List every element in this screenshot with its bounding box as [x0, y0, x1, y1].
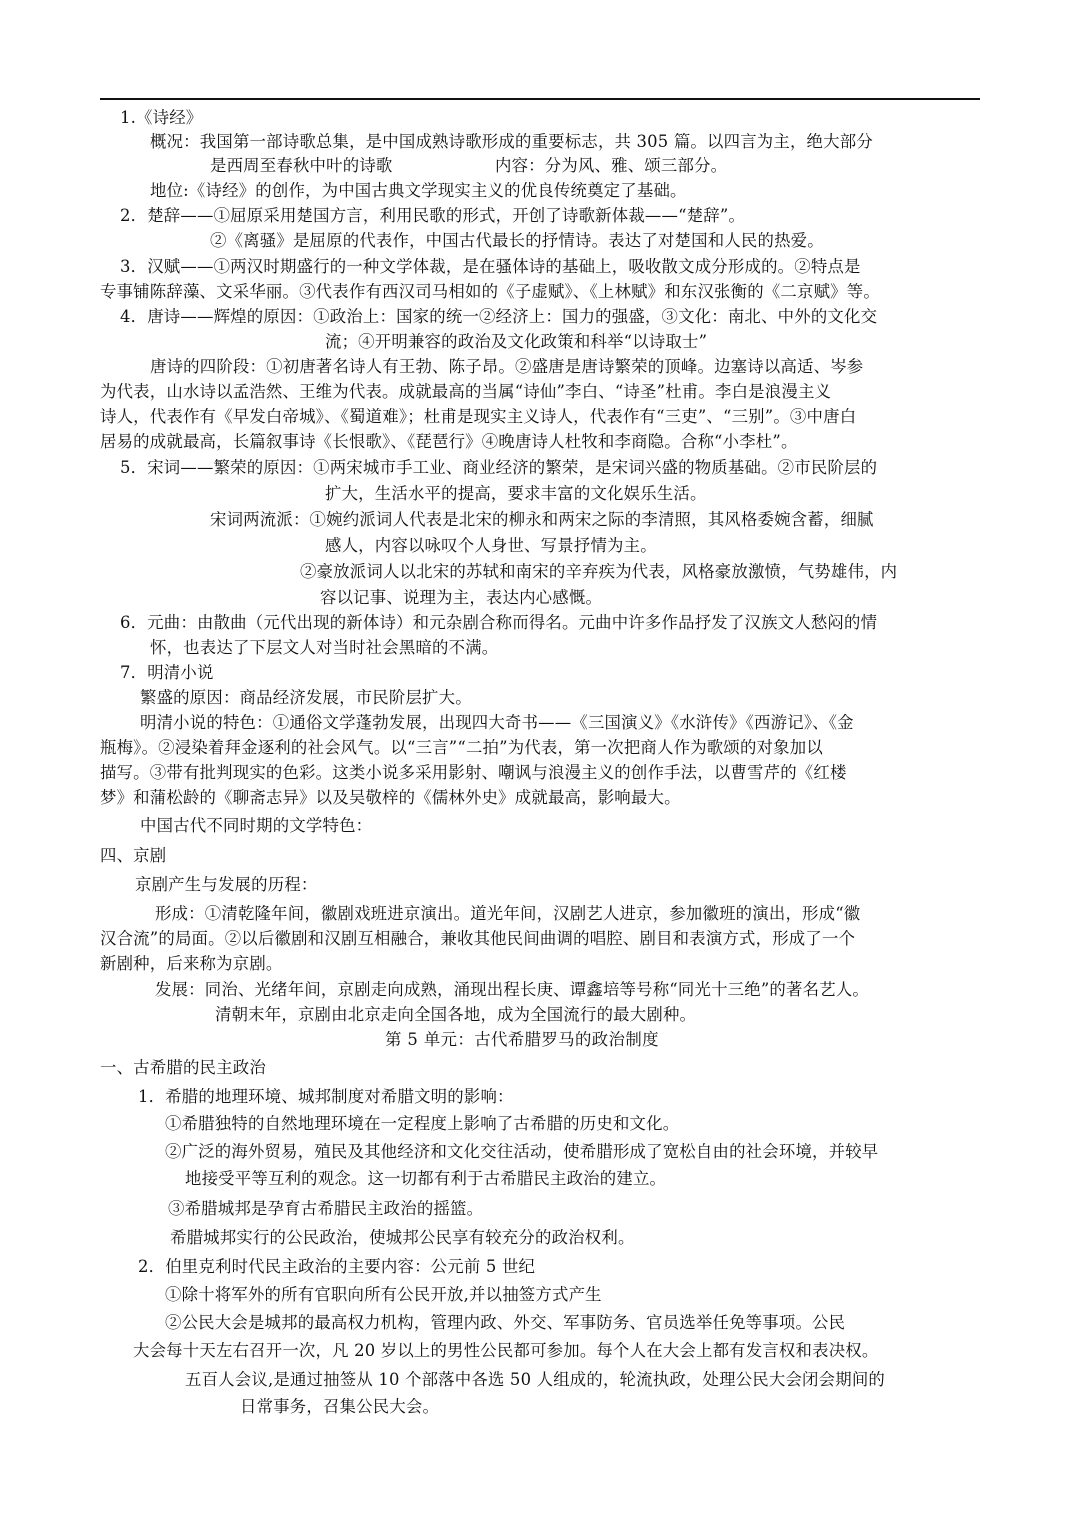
text-line: ①除十将军外的所有官职向所有公民开放,并以抽签方式产生	[165, 1285, 602, 1304]
text-line: 地接受平等互利的观念。这一切都有利于古希腊民主政治的建立。	[185, 1169, 667, 1188]
section-heading: 2．伯里克利时代民主政治的主要内容：公元前 5 世纪	[138, 1257, 536, 1276]
text-line: 居易的成就最高，长篇叙事诗《长恨歌》、《琵琶行》④晚唐诗人杜牧和李商隐。合称“小李杜”。	[100, 432, 798, 451]
text-line: 宋词两流派：①婉约派词人代表是北宋的柳永和两宋之际的李清照，其风格委婉含蓄，细腻	[210, 510, 874, 529]
text-line: 流；④开明兼容的政治及文化政策和科举“以诗取士”	[325, 332, 708, 351]
text-line: 诗人，代表作有《早发白帝城》、《蜀道难》；杜甫是现实主义诗人，代表作有“三吏”、“三别”。③中唐白	[100, 407, 857, 426]
text-line: 描写。③带有批判现实的色彩。这类小说多采用影射、嘲讽与浪漫主义的创作手法，以曹雪芹的《红楼	[100, 763, 847, 782]
text-line: ②《离骚》是屈原的代表作，中国古代最长的抒情诗。表达了对楚国和人民的热爱。	[210, 231, 824, 250]
text-line: 形成：①清乾隆年间，徽剧戏班进京演出。道光年间，汉剧艺人进京，参加徽班的演出，形成“徽	[155, 904, 861, 923]
text-line: 扩大，生活水平的提高，要求丰富的文化娱乐生活。	[325, 484, 707, 503]
text-line: 专事铺陈辞藻、文采华丽。③代表作有西汉司马相如的《子虚赋》、《上林赋》和东汉张衡的《二京赋》等。	[100, 282, 880, 301]
section-heading: 1．希腊的地理环境、城邦制度对希腊文明的影响：	[138, 1087, 514, 1106]
text-line: 唐诗的四阶段：①初唐著名诗人有王勃、陈子昂。②盛唐是唐诗繁荣的顶峰。边塞诗以高适、岑参	[150, 357, 864, 376]
text-line: 日常事务，召集公民大会。	[240, 1397, 440, 1416]
header-rule	[100, 98, 980, 100]
text-line: 汉合流”的局面。②以后徽剧和汉剧互相融合，兼收其他民间曲调的唱腔、剧目和表演方式，形成了一个	[100, 929, 856, 948]
text-line: 为代表，山水诗以孟浩然、王维为代表。成就最高的当属“诗仙”李白、“诗圣”杜甫。李白是浪漫主义	[100, 382, 832, 401]
text-line: 容以记事、说理为主，表达内心感慨。	[320, 588, 603, 607]
section-heading: 2．楚辞——①屈原采用楚国方言，利用民歌的形式，开创了诗歌新体裁——“楚辞”。	[120, 206, 746, 225]
text-line: 瓶梅》。②浸染着拜金逐利的社会风气。以“三言”“二拍”为代表，第一次把商人作为歌颂的对象加以	[100, 738, 823, 757]
text-line: 感人，内容以咏叹个人身世、写景抒情为主。	[325, 536, 657, 555]
text-line: ②广泛的海外贸易，殖民及其他经济和文化交往活动，使希腊形成了宽松自由的社会环境，并较早	[165, 1142, 879, 1161]
text-line: ①希腊独特的自然地理环境在一定程度上影响了古希腊的历史和文化。	[165, 1114, 680, 1133]
text-line: 梦》和蒲松龄的《聊斋志异》以及吴敬梓的《儒林外史》成就最高，影响最大。	[100, 788, 681, 807]
section-heading: 6．元曲：由散曲（元代出现的新体诗）和元杂剧合称而得名。元曲中许多作品抒发了汉族文人愁闷的情	[120, 613, 878, 632]
text-line: 繁盛的原因：商品经济发展，市民阶层扩大。	[140, 688, 472, 707]
text-line: 京剧产生与发展的历程：	[135, 875, 318, 894]
text-line: 地位:《诗经》的创作，为中国古典文学现实主义的优良传统奠定了基础。	[150, 181, 687, 200]
section-heading: 5．宋词——繁荣的原因：①两宋城市手工业、商业经济的繁荣，是宋词兴盛的物质基础。②市民阶层的	[120, 458, 878, 477]
text-line: 中国古代不同时期的文学特色：	[140, 816, 373, 835]
text-line: 概况：我国第一部诗歌总集，是中国成熟诗歌形成的重要标志，共 305 篇。以四言为主，绝大部分	[150, 132, 873, 151]
text-line: 明清小说的特色：①通俗文学蓬勃发展，出现四大奇书——《三国演义》《水浒传》《西游记》、《金	[140, 713, 854, 732]
section-heading: 3．汉赋——①两汉时期盛行的一种文学体裁，是在骚体诗的基础上，吸收散文成分形成的。②特点是	[120, 257, 861, 276]
section-heading: 4．唐诗——辉煌的原因：①政治上：国家的统一②经济上：国力的强盛，③文化：南北、中外的文化交	[120, 307, 878, 326]
section-heading: 1.《诗经》	[120, 108, 203, 127]
text-line: 五百人会议,是通过抽签从 10 个部落中各选 50 人组成的，轮流执政，处理公民大会闭会期间的	[185, 1370, 886, 1389]
section-heading: 四、京剧	[100, 846, 167, 865]
text-line: ③希腊城邦是孕育古希腊民主政治的摇篮。	[168, 1199, 484, 1218]
text-line: 怀，也表达了下层文人对当时社会黑暗的不满。	[150, 638, 499, 657]
text-line: 是西周至春秋中叶的诗歌	[210, 156, 393, 175]
section-heading: 7．明清小说	[120, 663, 214, 682]
unit-title: 第 5 单元：古代希腊罗马的政治制度	[385, 1030, 659, 1049]
text-line: 内容：分为风、雅、颂三部分。	[495, 156, 728, 175]
text-line: 清朝末年，京剧由北京走向全国各地，成为全国流行的最大剧种。	[215, 1005, 697, 1024]
text-line: 希腊城邦实行的公民政治，使城邦公民享有较充分的政治权利。	[170, 1228, 635, 1247]
text-line: 发展：同治、光绪年间，京剧走向成熟，涌现出程长庚、谭鑫培等号称“同光十三绝”的著名艺人。	[155, 980, 869, 999]
text-line: 新剧种，后来称为京剧。	[100, 954, 283, 973]
section-heading: 一、古希腊的民主政治	[100, 1058, 266, 1077]
text-line: 大会每十天左右召开一次，凡 20 岁以上的男性公民都可参加。每个人在大会上都有发言权和表决权。	[133, 1341, 879, 1360]
text-line: ②公民大会是城邦的最高权力机构，管理内政、外交、军事防务、官员选举任免等事项。公民	[165, 1313, 846, 1332]
text-line: ②豪放派词人以北宋的苏轼和南宋的辛弃疾为代表，风格豪放激愤，气势雄伟，内	[300, 562, 898, 581]
